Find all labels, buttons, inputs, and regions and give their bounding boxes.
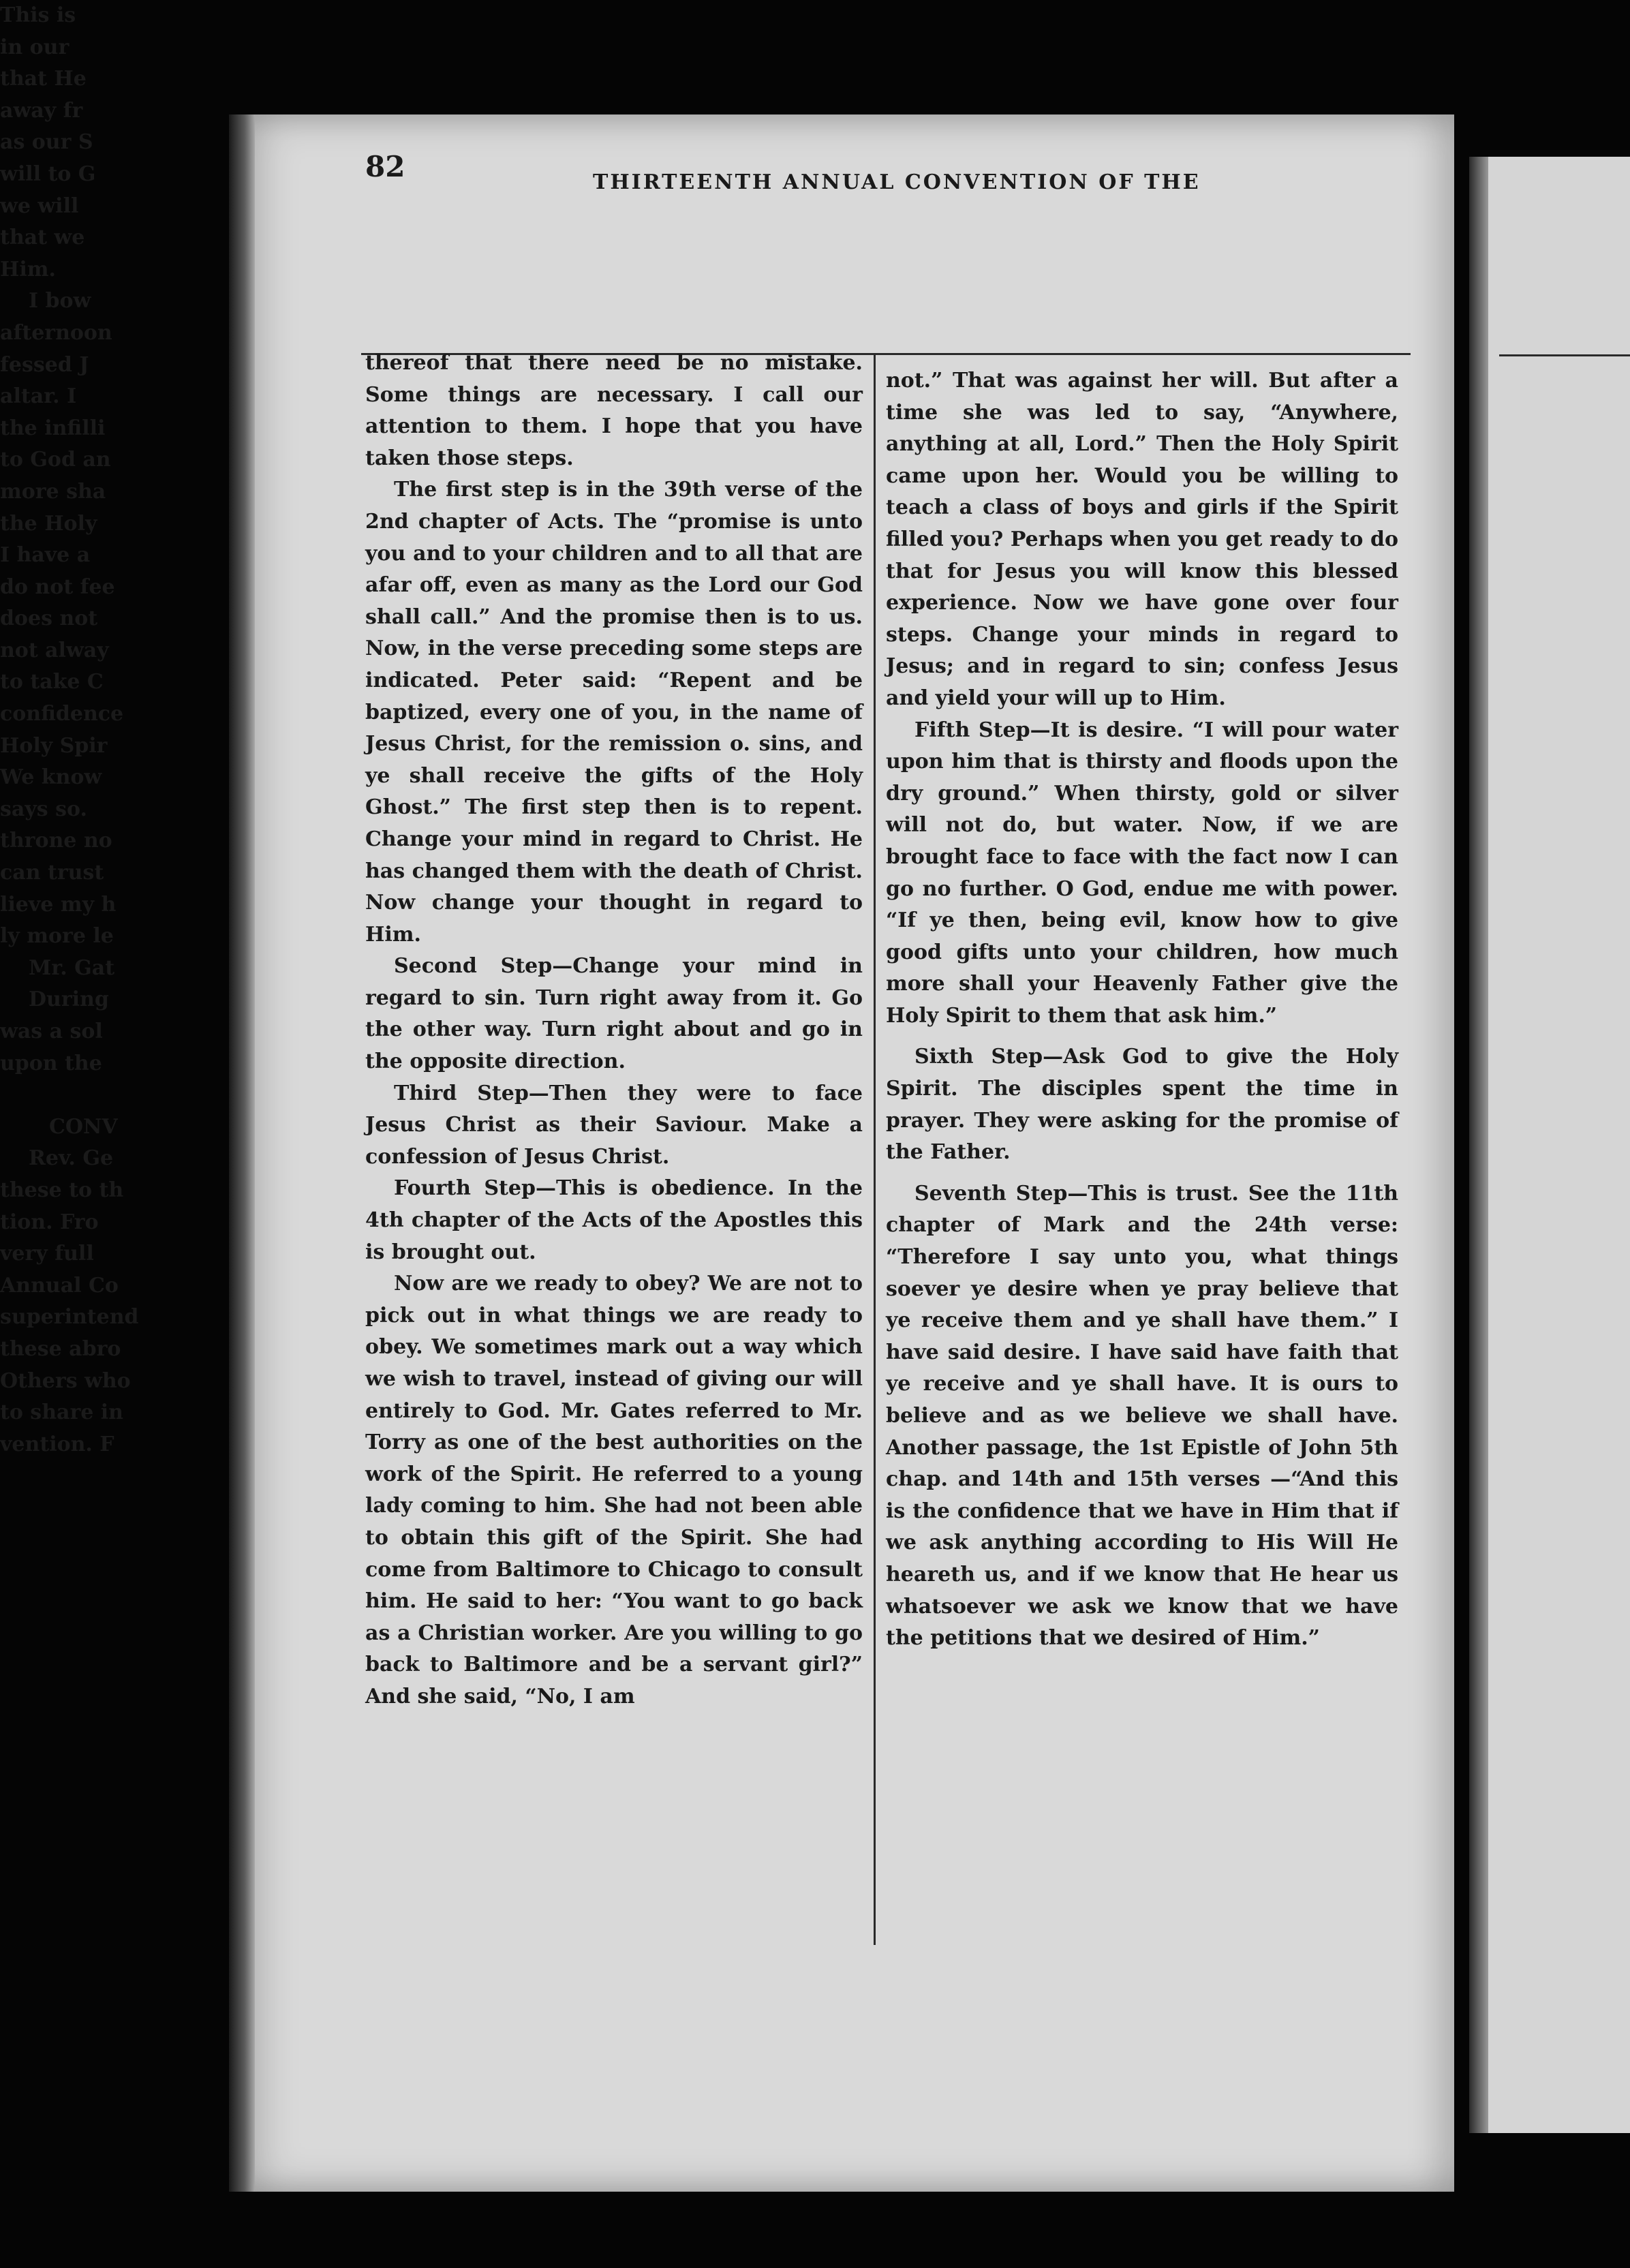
text-line-fragment: as our S bbox=[0, 130, 93, 155]
paragraph: The first step is in the 39th verse of the 2nd chapter of Acts. The “promise is unto you and to your children and to all that are afar off, even as many as the Lord our God shall call.” And the promise then is to us. Now, in the verse preceding some steps are indicated. Peter said: “Repent and be baptized, every one of you, in the name of Jesus Christ, for the remission o. sins, and ye shall receive the gifts of the Holy Ghost.” The first step then is to repent. Change your mind in regard to Christ. He has changed them with the death of Christ. Now change your thought in regard to Him. bbox=[365, 478, 863, 947]
text-line-fragment: to share in bbox=[0, 1400, 123, 1425]
running-head: THIRTEENTH ANNUAL CONVENTION OF THE bbox=[593, 170, 1201, 194]
text-line-fragment: in our bbox=[0, 35, 70, 59]
text-line-fragment: vention. F bbox=[0, 1432, 114, 1456]
text-line-fragment: During bbox=[29, 987, 109, 1012]
text-line-fragment: we will bbox=[0, 194, 79, 218]
header-rule-right-page bbox=[1499, 354, 1630, 356]
text-line-fragment: afternoon bbox=[0, 320, 112, 345]
page-number: 82 bbox=[365, 150, 405, 183]
text-line-fragment: that He bbox=[0, 67, 87, 91]
text-line-fragment: more sha bbox=[0, 479, 106, 504]
text-line-fragment: to God an bbox=[0, 448, 111, 472]
paragraph: Fourth Step—This is obedience. In the 4th chapter of the Acts of the Apostles this is brought out. bbox=[365, 1176, 863, 1264]
text-line-fragment: these to th bbox=[0, 1178, 124, 1202]
text-line-fragment: I have a bbox=[0, 543, 91, 568]
text-column-left bbox=[365, 348, 863, 1713]
text-line-fragment: upon the bbox=[0, 1051, 102, 1075]
text-line-fragment: Holy Spir bbox=[0, 733, 108, 758]
text-line-fragment: Annual Co bbox=[0, 1273, 119, 1298]
text-line-fragment: away fr bbox=[0, 98, 83, 123]
paragraph: not.” That was against her will. But after a time she was led to say, “Anywhere, anything at all, Lord.” Then the Holy Spirit came upon her. Would you be willing to teach a class of boys and girls if the Spirit filled you? Perhaps when you get ready to do that for Jesus you will know this blessed experience. Now we have gone over four steps. Change your minds in regard to Jesus; and in regard to sin; confess Jesus and yield your will up to Him. bbox=[886, 369, 1398, 710]
text-line-fragment: Him. bbox=[0, 257, 56, 281]
text-line-fragment: This is bbox=[0, 3, 76, 27]
text-column-right-cropped bbox=[0, 0, 139, 1460]
text-line-fragment: ly more le bbox=[0, 924, 114, 949]
text-line-fragment: Mr. Gat bbox=[29, 955, 115, 980]
text-line-fragment: very full bbox=[0, 1242, 94, 1266]
text-line-fragment: superintend bbox=[0, 1305, 139, 1330]
text-line-fragment: will to G bbox=[0, 162, 96, 186]
section-heading-fragment: CONV bbox=[49, 1114, 118, 1139]
text-line-fragment: was a sol bbox=[0, 1020, 103, 1043]
paragraph: Fifth Step—It is desire. “I will pour water upon him that is thirsty and floods upon the dry ground.” When thirsty, gold or silver will not do, but water. Now, if we are brought face to face with the fact now I can go no further. O God, endue me with power. “If ye then, being evil, know how to give good gifts unto your children, how much more shall your Heavenly Father give the Holy Spirit to them that ask him.” bbox=[886, 718, 1398, 1028]
paragraph: thereof that there need be no mistake. Some things are necessary. I call our attention to them. I hope that you have taken those steps. bbox=[365, 351, 863, 470]
text-line-fragment: confidence bbox=[0, 702, 124, 726]
text-line-fragment: does not bbox=[0, 607, 98, 631]
text-line-fragment: the Holy bbox=[0, 511, 97, 536]
paragraph: Now are we ready to obey? We are not to pick out in what things we are ready to obey. We sometimes mark out a way which we wish to travel, instead of giving our will entirely to God. Mr. Gates referred to Mr. Torry as one of the best authorities on the work of the Spirit. He referred to a young lady coming to him. She had not been able to obtain this gift of the Spirit. She had come from Baltimore to Chicago to consult him. He said to her: “You want to go back as a Christian worker. Are you willing to go back to Baltimore and be a servant girl?” And she said, “No, I am bbox=[365, 1272, 863, 1708]
paragraph: Second Step—Change your mind in regard to sin. Turn right away from it. Go the other way. Turn right about and go in the opposite direction. bbox=[365, 954, 863, 1074]
text-line-fragment: altar. I bbox=[0, 384, 77, 409]
paragraph: Third Step—Then they were to face Jesus Christ as their Saviour. Make a confession of Jesus Christ. bbox=[365, 1081, 863, 1169]
paragraph: Seventh Step—This is trust. See the 11th chapter of Mark and the 24th verse: “Therefore I say unto you, what things soever ye desire when ye pray believe that ye receive them and ye shall have them.” I have said desire. I have said have faith that ye receive and ye shall have. It is ours to believe and as we believe we shall have. Another passage, the 1st Epistle of John 5th chap. and 14th and 15th verses —“And this is the confidence that we have in Him that if we ask anything according to His Will He heareth us, and if we know that He hear us whatsoever we ask we know that we have the petitions that we desired of Him.” bbox=[886, 1181, 1398, 1651]
text-line-fragment: to take C bbox=[0, 670, 104, 694]
text-line-fragment: tion. Fro bbox=[0, 1210, 99, 1234]
text-line-fragment: not alway bbox=[0, 638, 109, 662]
text-line-fragment: lieve my h bbox=[0, 892, 117, 917]
text-line-fragment: throne no bbox=[0, 829, 112, 853]
text-line-fragment: Rev. Ge bbox=[29, 1146, 114, 1171]
text-line-fragment: can trust bbox=[0, 861, 104, 885]
text-line-fragment: do not fee bbox=[0, 574, 115, 599]
text-line-fragment: the infilli bbox=[0, 416, 106, 440]
text-line-fragment: I bow bbox=[29, 289, 91, 313]
text-line-fragment: fessed J bbox=[0, 352, 89, 377]
text-column-middle bbox=[886, 365, 1398, 1655]
right-page-partial bbox=[1469, 157, 1630, 2133]
column-divider bbox=[874, 353, 876, 1945]
text-line-fragment: says so. bbox=[0, 797, 87, 821]
text-line-fragment: Others who bbox=[0, 1368, 131, 1393]
text-line-fragment bbox=[0, 1079, 116, 1112]
text-line-fragment: We know bbox=[0, 765, 102, 790]
text-line-fragment: these abro bbox=[0, 1336, 121, 1361]
paragraph: Sixth Step—Ask God to give the Holy Spirit. The disciples spent the time in prayer. They were asking for the promise of the Father. bbox=[886, 1045, 1398, 1165]
text-line-fragment: that we bbox=[0, 226, 85, 250]
